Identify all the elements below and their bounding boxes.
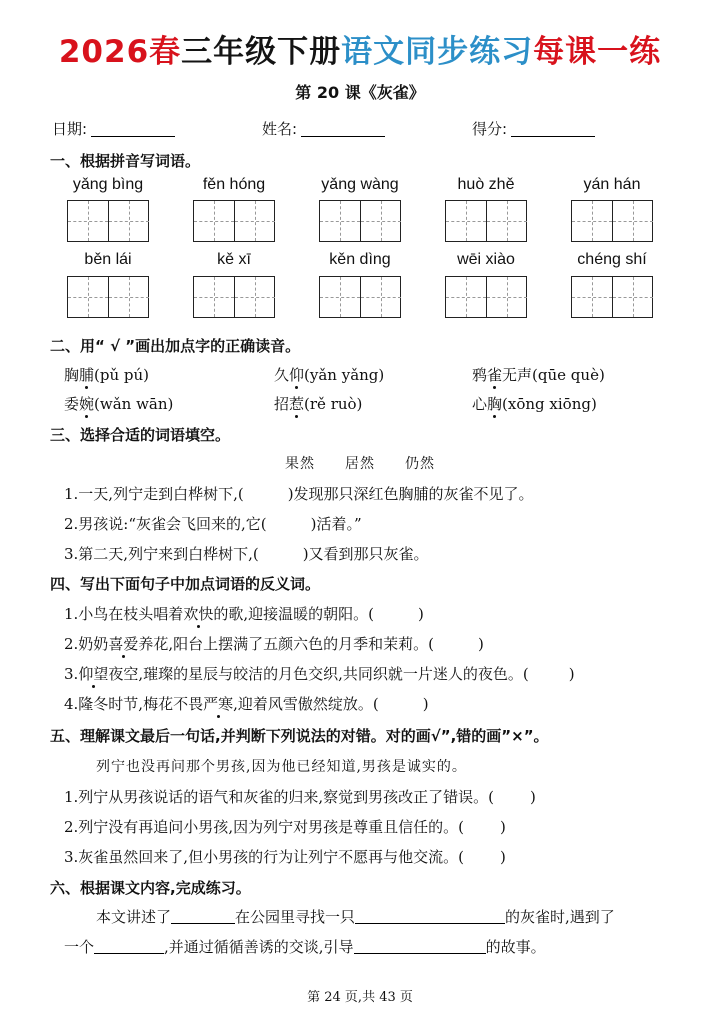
pinyin-label: yǎng wàng xyxy=(321,176,399,193)
name-line[interactable] xyxy=(301,120,385,137)
pinyin-label: kě xī xyxy=(217,251,251,268)
writing-grid[interactable] xyxy=(193,200,275,242)
pinyin-label: fěn hóng xyxy=(202,176,266,193)
word-options xyxy=(285,453,465,473)
page-title xyxy=(0,26,720,71)
name-field[interactable] xyxy=(262,118,385,139)
writing-grid[interactable] xyxy=(319,276,401,318)
reading-item[interactable]: 委婉(wǎn wān) xyxy=(64,395,174,413)
writing-grid[interactable] xyxy=(193,276,275,318)
fill-question[interactable]: 2.男孩说:“灰雀会飞回来的,它( )活着。” xyxy=(64,515,362,533)
section-2-title: 二、用“ √ ”画出加点字的正确读音。 xyxy=(50,337,301,355)
title-grade: 三年级下册 xyxy=(181,34,342,70)
page-number: 第 24 页,共 43 页 xyxy=(307,990,413,1005)
blank-line[interactable] xyxy=(171,908,235,924)
pinyin-label: kěn dìng xyxy=(329,251,391,268)
judge-question[interactable]: 3.灰雀虽然回来了,但小男孩的行为让列宁不愿再与他交流。( ) xyxy=(64,848,506,866)
lesson-title: 第 20 课《灰雀》 xyxy=(295,83,425,102)
score-field[interactable] xyxy=(472,118,595,139)
section-4-title: 四、写出下面句子中加点词语的反义词。 xyxy=(50,575,321,593)
pinyin-label: yǎng bìng xyxy=(72,176,144,193)
reading-item[interactable]: 鸦雀无声(qūe què) xyxy=(472,366,605,384)
writing-grid[interactable] xyxy=(67,200,149,242)
option-word: 仍然 xyxy=(405,456,435,472)
writing-grid[interactable] xyxy=(319,200,401,242)
judge-question[interactable]: 1.列宁从男孩说话的语气和灰雀的归来,察觉到男孩改正了错误。( ) xyxy=(64,788,536,806)
judge-question[interactable]: 2.列宁没有再追问小男孩,因为列宁对男孩是尊重且信任的。( ) xyxy=(64,818,506,836)
pinyin-label: běn lái xyxy=(84,251,132,268)
fill-question[interactable]: 3.第二天,列宁来到白桦树下,( )又看到那只灰雀。 xyxy=(64,545,429,563)
option-word: 果然 xyxy=(285,456,315,472)
pinyin-label: chéng shí xyxy=(577,251,647,268)
reading-item[interactable]: 胸脯(pǔ pú) xyxy=(64,366,150,384)
date-field[interactable] xyxy=(52,118,175,139)
reading-item[interactable]: 久仰(yǎn yǎng) xyxy=(274,366,385,384)
writing-grid[interactable] xyxy=(445,200,527,242)
section-6-title: 六、根据课文内容,完成练习。 xyxy=(50,879,251,897)
fill-question[interactable]: 1.一天,列宁走到白桦树下,( )发现那只深红色胸脯的灰雀不见了。 xyxy=(64,485,534,503)
writing-grid[interactable] xyxy=(445,276,527,318)
date-label: 日期: xyxy=(52,120,88,138)
writing-grid[interactable] xyxy=(67,276,149,318)
date-line[interactable] xyxy=(91,120,175,137)
blank-line[interactable] xyxy=(94,938,164,954)
title-practice: 每课一练 xyxy=(533,34,662,70)
antonym-question[interactable]: 3.仰望夜空,璀璨的星辰与皎洁的月色交织,共同织就一片迷人的夜色。( ) xyxy=(64,665,575,683)
blank-line[interactable] xyxy=(355,908,505,924)
section-1-title: 一、根据拼音写词语。 xyxy=(50,152,201,170)
antonym-question[interactable]: 4.隆冬时节,梅花不畏严寒,迎着风雪傲然绽放。( ) xyxy=(64,695,429,713)
pinyin-label: huò zhě xyxy=(457,176,515,193)
summary-line-1[interactable]: 本文讲述了 在公园里寻找一只 的灰雀时,遇到了 xyxy=(96,908,615,926)
score-label: 得分: xyxy=(472,120,508,138)
title-subject: 语文同步练习 xyxy=(341,34,534,70)
blank-line[interactable] xyxy=(354,938,486,954)
antonym-question[interactable]: 1.小鸟在枝头唱着欢快的歌,迎接温暖的朝阳。( ) xyxy=(64,605,424,623)
section-5-title: 五、理解课文最后一句话,并判断下列说法的对错。对的画√”,错的画”×”。 xyxy=(50,727,549,745)
score-line[interactable] xyxy=(511,120,595,137)
antonym-question[interactable]: 2.奶奶喜爱养花,阳台上摆满了五颜六色的月季和茉莉。( ) xyxy=(64,635,484,653)
summary-line-2[interactable]: 一个 ,并通过循循善诱的交谈,引导 的故事。 xyxy=(64,938,546,956)
title-year: 2026春 xyxy=(58,34,182,70)
pinyin-label: wēi xiào xyxy=(457,251,515,268)
writing-grid[interactable] xyxy=(571,200,653,242)
reading-item[interactable]: 心胸(xōng xiōng) xyxy=(472,395,597,413)
section-3-title: 三、选择合适的词语填空。 xyxy=(50,426,231,444)
option-word: 居然 xyxy=(345,456,375,472)
writing-grid[interactable] xyxy=(571,276,653,318)
reading-item[interactable]: 招惹(rě ruò) xyxy=(274,395,363,413)
pinyin-label: yán hán xyxy=(583,176,641,193)
quote-sentence: 列宁也没再问那个男孩,因为他已经知道,男孩是诚实的。 xyxy=(96,759,467,775)
name-label: 姓名: xyxy=(262,120,298,138)
